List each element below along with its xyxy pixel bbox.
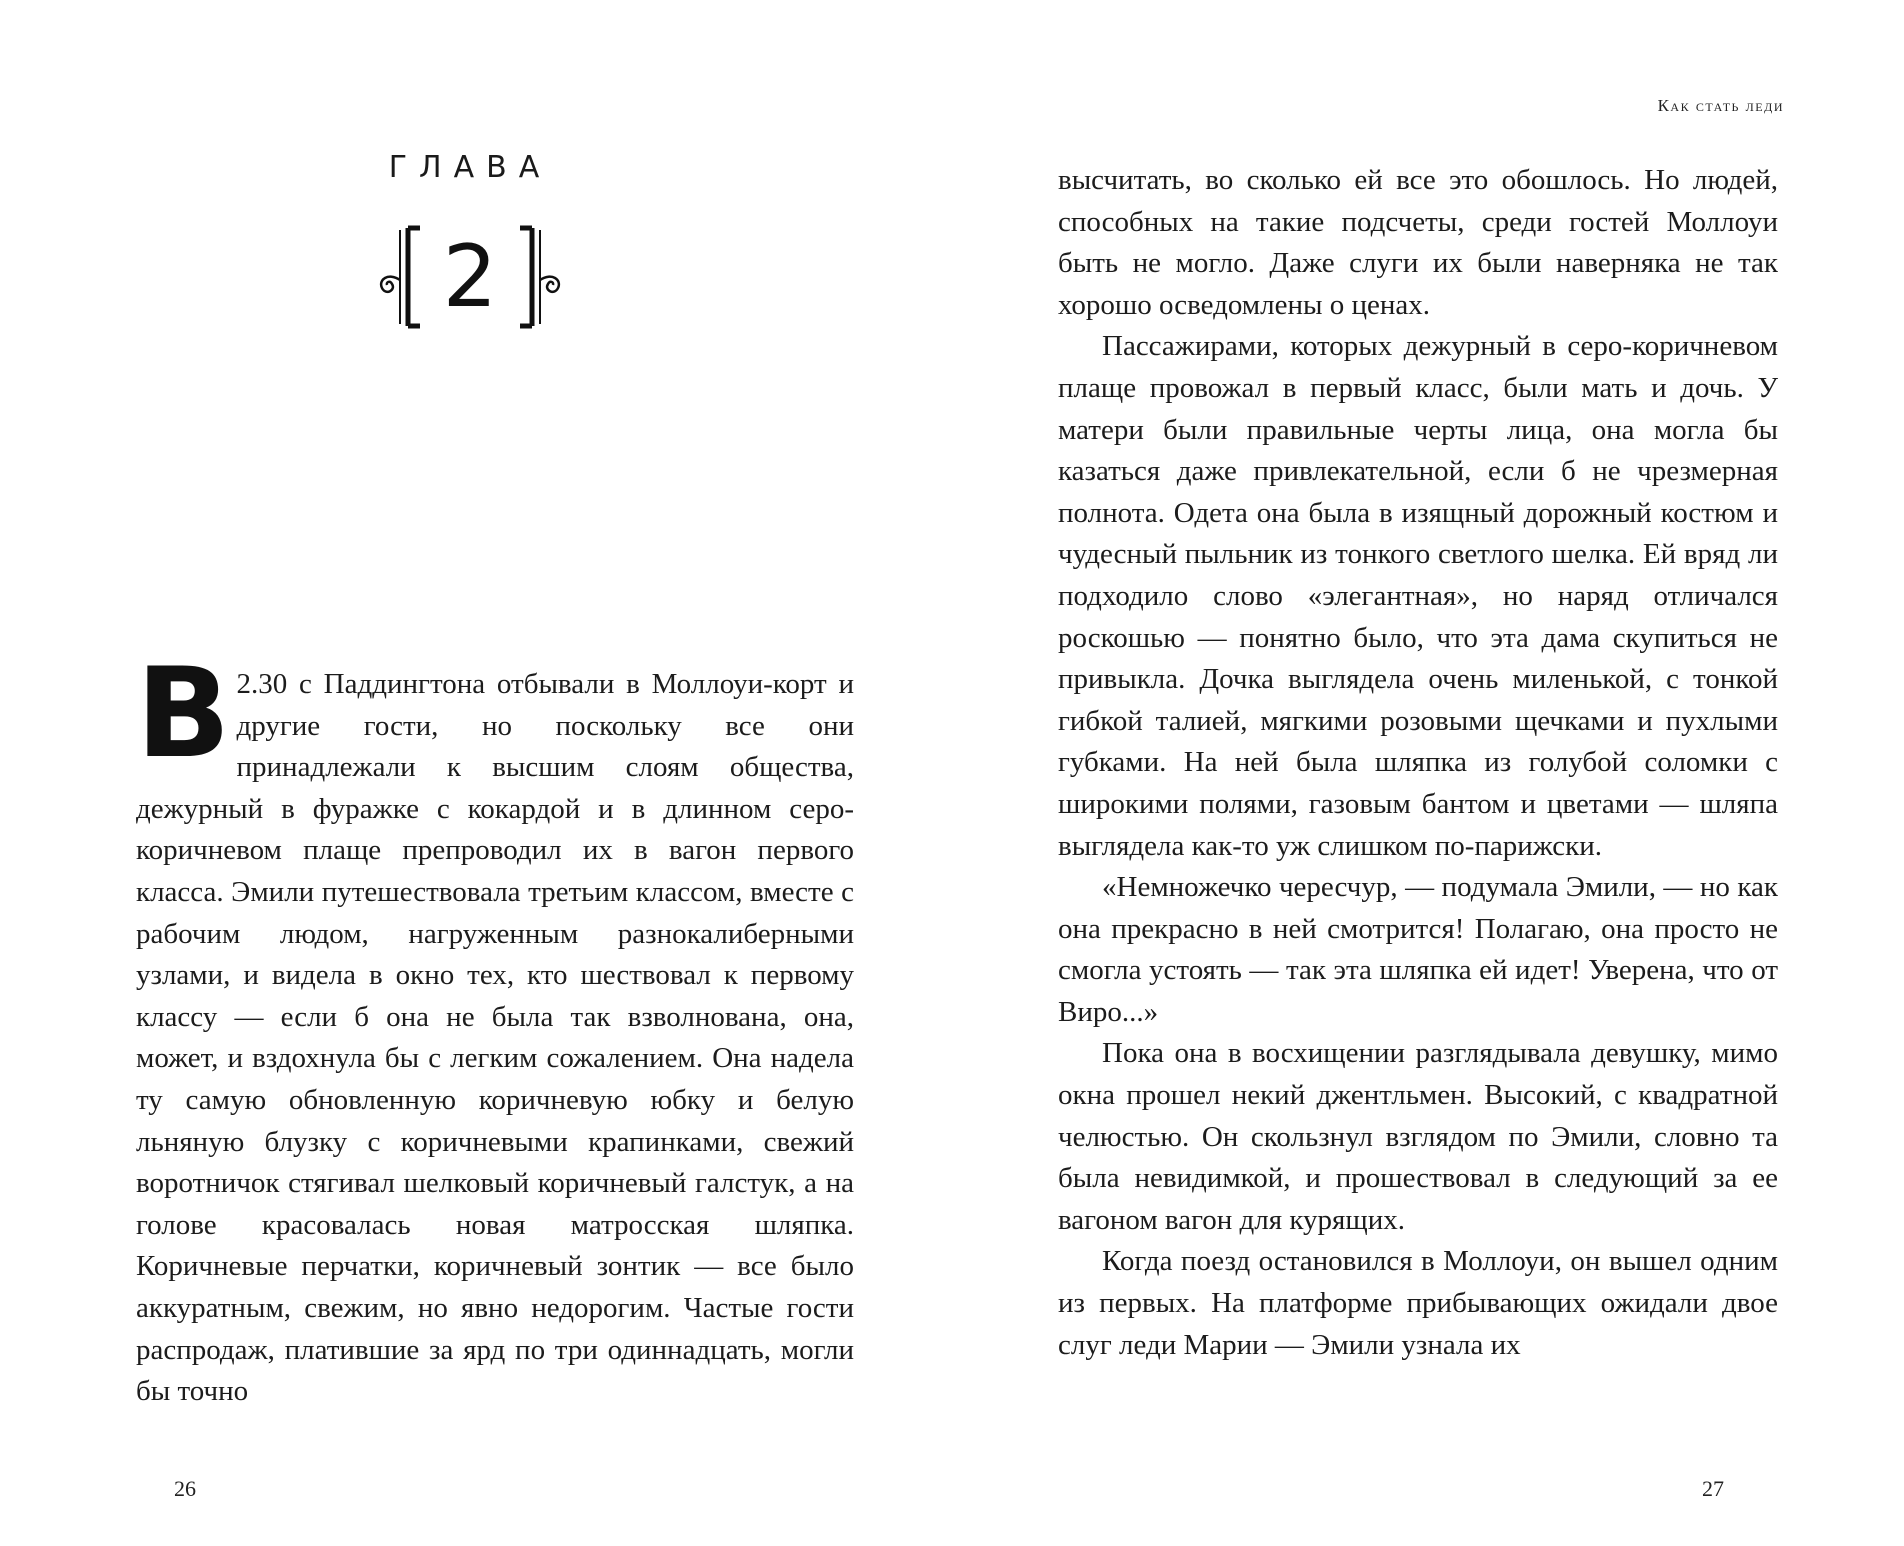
paragraph: высчитать, во сколько ей все это обошлось. Но людей, способных на такие подсчеты, среди гостей Моллоуи быть не могло. Даже слуги их были наверняка не так хорошо осведомлены о ценах. xyxy=(1058,164,1778,321)
paragraph-text: 2.30 с Паддингтона отбывали в Моллоуи-корт и другие гости, но поскольку все они принадлежали к высшим слоям общества, дежурный в фуражке с кокардой и в длинном серо-коричневом плаще препроводил их в вагон первого класса. Эмили путешествовала третьим классом, вместе с рабочим людом, нагруженным разнокалиберными узлами, и видела в окно тех, кто шествовал к первому классу — если б она не была так взволнована, она, может, и вздохнула бы с легким сожалением. Она надела ту самую обновленную коричневую юбку и белую льняную блузку с коричневыми крапинками, свежий воротничок стягивал шелковый коричневый галстук, а на голове красовалась новая матросская шляпка. Коричневые перчатки, коричневый зонтик — все было аккуратным, свежим, но явно недорогим. Частые гости распродаж, платившие за ярд по три одиннадцать, могли бы точно xyxy=(136,668,854,1408)
running-head: Как стать леди xyxy=(1657,96,1784,115)
page-number-right: 27 xyxy=(1702,1476,1724,1501)
paragraph: Когда поезд остановился в Моллоуи, он вышел одним из первых. На платформе прибывающих ожидали двое слуг леди Марии — Эмили узнала их xyxy=(1058,1245,1778,1361)
paragraph xyxy=(136,642,854,1413)
dropcap: В xyxy=(136,642,231,786)
page-number-left: 26 xyxy=(174,1476,196,1501)
chapter-number-ornament xyxy=(370,222,570,332)
paragraph: Пока она в восхищении разглядывала девушку, мимо окна прошел некий джентльмен. Высокий, с квадратной челюстью. Он скользнул взглядом по Эмили, словно та была невидимкой, и прошествовал в следующий за ее вагоном вагон для курящих. xyxy=(1058,1037,1778,1236)
paragraph: Пассажирами, которых дежурный в серо-коричневом плаще провожал в первый класс, были мать и дочь. У матери были правильные черты лица, она могла бы казаться даже привлекательной, если б не чрезмерная полнота. Одета она была в изящный дорожный костюм и чудесный пыльник из тонкого светлого шелка. Ей вряд ли подходило слово «элегантная», но наряд отличался роскошью — понятно было, что эта дама скупиться не привыкла. Дочка выглядела очень миленькой, с тонкой гибкой талией, мягкими розовыми щечками и пухлыми губками. На ней была шляпка из голубой соломки с широкими полями, газовым бантом и цветами — шляпа выглядела как-то уж слишком по-парижски. xyxy=(1058,330,1778,862)
left-body-text xyxy=(136,642,854,1413)
chapter-number: 2 xyxy=(442,227,498,327)
right-body-text xyxy=(1058,160,1778,1366)
paragraph: «Немножечко чересчур, — подумала Эмили, — но как она прекрасно в ней смотрится! Полагаю, она просто не смогла устоять — так эта шляпка ей идет! Уверена, что от Виро...» xyxy=(1058,871,1778,1028)
chapter-label: ГЛАВА xyxy=(388,150,552,185)
right-page xyxy=(952,0,1904,1546)
